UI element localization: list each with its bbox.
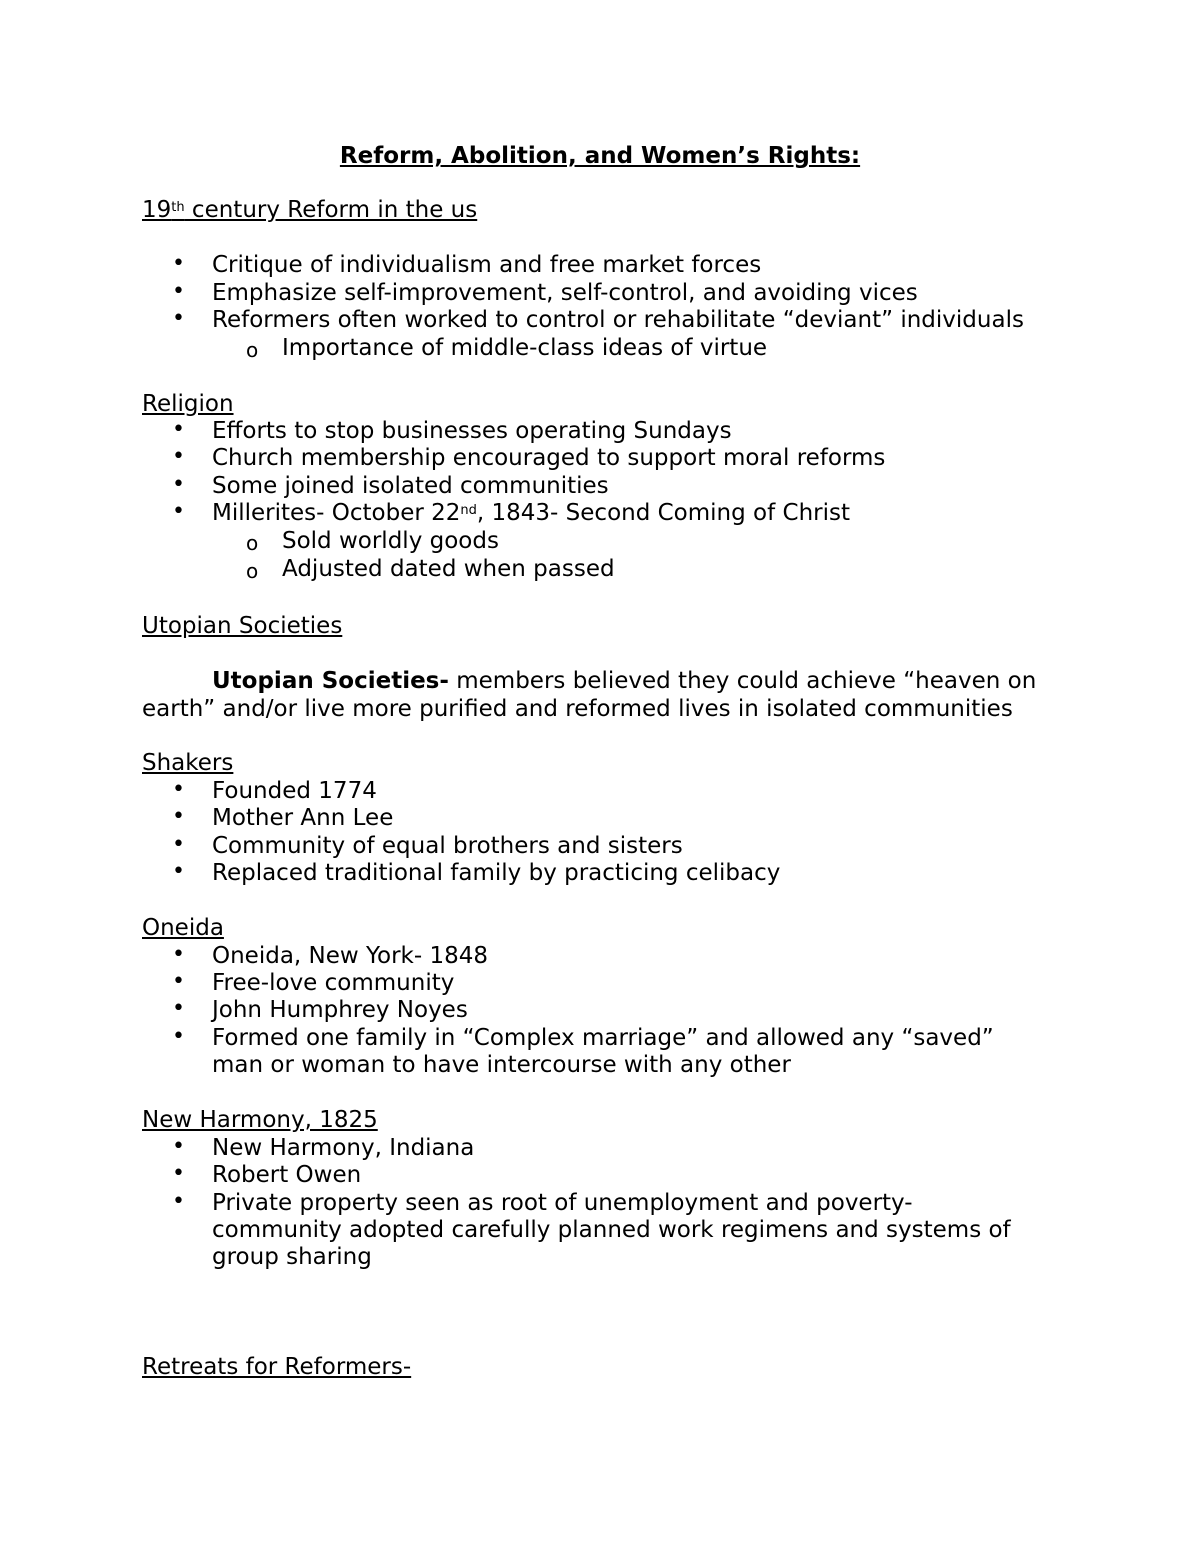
- section-heading-shakers: Shakers: [142, 750, 234, 776]
- bullet-marker: •: [172, 1024, 185, 1049]
- definition-line: Utopian Societies- members believed they could achieve “heaven on: [212, 668, 1037, 694]
- bullet-marker: •: [172, 1161, 185, 1186]
- bullet-marker: •: [172, 279, 185, 304]
- bullet-marker: •: [172, 777, 185, 802]
- section-heading-reform: 19th century Reform in the us: [142, 197, 478, 223]
- bullet-marker: •: [172, 251, 185, 276]
- section-heading-oneida: Oneida: [142, 915, 224, 941]
- bullet-marker: •: [172, 832, 185, 857]
- bullet-marker: •: [172, 1189, 185, 1214]
- definition-term: Utopian Societies-: [212, 668, 449, 694]
- bullet-marker: •: [172, 306, 185, 331]
- definition-line: earth” and/or live more purified and reformed lives in isolated communities: [142, 696, 1013, 722]
- section-heading-utopian: Utopian Societies: [142, 613, 343, 639]
- sub-bullet-marker: o: [246, 559, 259, 583]
- list-item-continuation: community adopted carefully planned work regimens and systems of: [212, 1217, 1011, 1243]
- section-heading-retreats: Retreats for Reformers-: [142, 1354, 412, 1380]
- list-item-continuation: man or woman to have intercourse with any other: [212, 1052, 791, 1078]
- bullet-marker: •: [172, 969, 185, 994]
- bullet-marker: •: [172, 859, 185, 884]
- bullet-marker: •: [172, 472, 185, 497]
- bullet-marker: •: [172, 444, 185, 469]
- bullet-marker: •: [172, 942, 185, 967]
- section-heading-religion: Religion: [142, 391, 234, 417]
- sub-bullet-marker: o: [246, 531, 259, 555]
- bullet-marker: •: [172, 1134, 185, 1159]
- bullet-marker: •: [172, 804, 185, 829]
- list-item-continuation: group sharing: [212, 1244, 372, 1270]
- bullet-marker: •: [172, 417, 185, 442]
- bullet-marker: •: [172, 499, 185, 524]
- section-heading-new-harmony: New Harmony, 1825: [142, 1107, 378, 1133]
- page-title: Reform, Abolition, and Women’s Rights:: [339, 143, 861, 169]
- sub-bullet-marker: o: [246, 338, 259, 362]
- document-page: Reform, Abolition, and Women’s Rights: 19th century Reform in the us • Critique of individualism and free market forces • Emphasize self-improvement, self-control, and avoiding vices • Reformers often worked to control or rehabilitate “deviant” individuals o Importance of middle-class ideas of virtue Religion • Efforts to stop businesses operating Sundays • Church membership encouraged to support moral reforms • Some joined isolated communities • Millerites- October 22nd, 1843- Second Coming of Christ o Sold worldly goods o Adjusted dated when passed Utopian Societies Utopian Societies- members believed they could achieve “heaven on earth” and/or live more purified and reformed lives in isolated communities Shakers • Founded 1774 • Mother Ann Lee • Community of equal brothers and sisters • Replaced traditional family by practicing celibacy Oneida • Oneida, New York- 1848 • Free-love community • John Humphrey Noyes • Formed one family in “Complex marriage” and allowed any “saved” man or woman to have intercourse with any other New Harmony, 1825 • New Harmony, Indiana • Robert Owen • Private property seen as root of unemployment and poverty- community adopted carefully planned work regimens and systems of group sharing Retreats for Reformers-: [0, 0, 1200, 1553]
- bullet-marker: •: [172, 996, 185, 1021]
